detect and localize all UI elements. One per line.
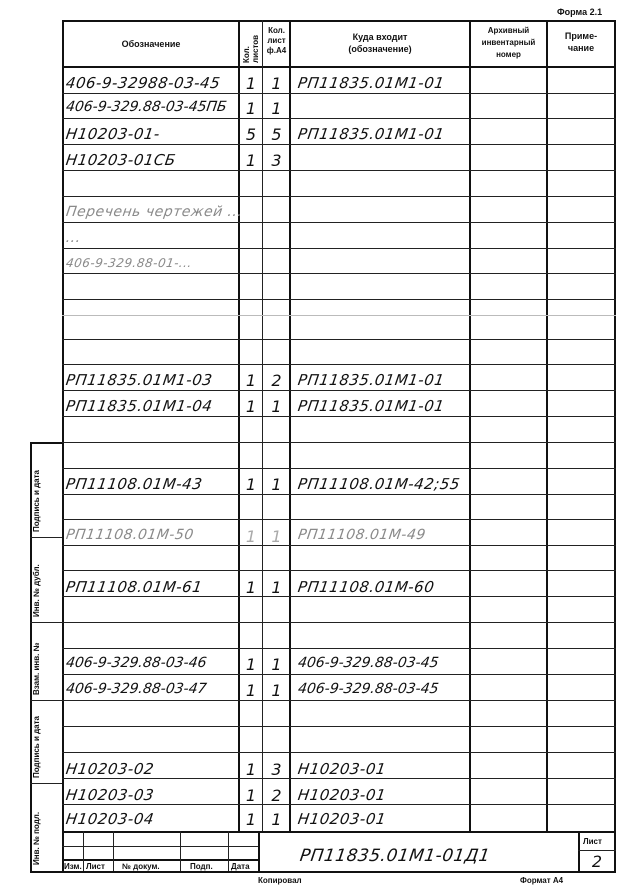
cell-count: 1 [245, 786, 257, 805]
cell-designation: Н10203-04 [64, 810, 156, 828]
cell-count: 1 [245, 527, 257, 546]
cell-designation: Н10203-02 [64, 760, 156, 778]
cell-where: РП11835.01М1-01 [296, 74, 446, 92]
col-sep-4 [469, 20, 471, 833]
cell-where: Н10203-01 [296, 786, 388, 804]
frame-top [62, 20, 616, 22]
cell-designation: 406-9-329.88-03-47 [64, 681, 208, 697]
cell-count: 1 [245, 74, 257, 93]
cell-where: 406-9-329.88-03-45 [296, 655, 440, 671]
col-sep-3 [289, 20, 291, 833]
header-note-2: чание [567, 43, 595, 53]
header-bottom [62, 66, 616, 68]
cell-count: 1 [245, 397, 257, 416]
form-label: Форма 2.1 [557, 7, 603, 17]
cell-where: РП11108.01М-42;55 [296, 475, 462, 493]
crossed-note-line: ... [64, 230, 82, 246]
cell-designation: Н10203-03 [64, 786, 156, 804]
cell-designation: РП11108.01М-50 [64, 527, 195, 543]
stamp-izm: Изм. [64, 862, 82, 871]
cell-a4: 1 [271, 527, 282, 546]
frame-bottom [30, 871, 616, 873]
col-sep-2 [262, 20, 263, 833]
frame-right [614, 20, 616, 873]
cell-designation: РП11108.01М-43 [64, 475, 204, 493]
footer-format: Формат А4 [520, 876, 564, 885]
stamp-list: Лист [86, 862, 105, 871]
cell-where: Н10203-01 [296, 760, 388, 778]
stamp-n-dokum: № докум. [122, 862, 160, 871]
cell-a4: 1 [271, 74, 282, 93]
side-label-vzam: Взам. инв. № [32, 642, 41, 695]
cell-where: Н10203-01 [296, 810, 388, 828]
cell-a4: 1 [271, 578, 282, 597]
cell-where: РП11108.01М-60 [296, 578, 436, 596]
cell-designation: РП11835.01М1-03 [64, 371, 214, 389]
cell-count: 1 [245, 760, 257, 779]
cell-designation: 406-9-329.88-03-45ПБ [64, 99, 228, 115]
crossed-note-line: Перечень чертежей ... [64, 204, 244, 220]
header-sheets-a4: Кол. лист ф.А4 [266, 26, 287, 55]
footer-copied: Копировал [258, 876, 302, 885]
cell-count: 1 [245, 371, 257, 390]
stamp-sheet-no: 2 [591, 852, 603, 871]
cell-a4: 5 [271, 125, 282, 144]
cell-where: РП11835.01М1-01 [296, 125, 446, 143]
stamp-data: Дата [231, 862, 250, 871]
header-note-1: Приме- [564, 31, 598, 41]
cell-designation: РП11835.01М1-04 [64, 397, 214, 415]
cell-a4: 1 [271, 810, 282, 829]
cell-a4: 2 [271, 786, 282, 805]
stamp-sheet-label: Лист [583, 837, 602, 846]
side-label-podpis-2: Подпись и дата [32, 716, 41, 778]
cell-a4: 2 [271, 371, 282, 390]
cell-a4: 1 [271, 681, 282, 700]
cell-designation: Н10203-01- [64, 125, 162, 143]
header-designation: Обозначение [121, 39, 181, 49]
header-archive-3: номер [496, 50, 521, 59]
header-archive-1: Архивный [487, 26, 530, 35]
col-sep-5 [546, 20, 548, 833]
cell-designation: 406-9-32988-03-45 [64, 74, 222, 92]
side-label-inv-podl: Инв. № подл. [32, 811, 41, 865]
cell-a4: 3 [271, 151, 282, 170]
cell-designation: РП11108.01М-61 [64, 578, 204, 596]
cell-a4: 1 [271, 475, 282, 494]
crossed-note-line: 406-9-329.88-01-... [65, 256, 194, 270]
cell-a4: 1 [271, 99, 282, 118]
header-where-1: Куда входит [352, 32, 408, 42]
cell-count: 1 [245, 475, 257, 494]
cell-count: 1 [245, 578, 257, 597]
stamp-podp: Подп. [190, 862, 213, 871]
cell-count: 1 [245, 655, 257, 674]
cell-count: 1 [245, 151, 257, 170]
cell-a4: 1 [271, 397, 282, 416]
side-label-podpis-1: Подпись и дата [32, 470, 41, 532]
header-where-2: (обозначение) [348, 44, 412, 54]
side-label-inv-dubl: Инв. № дубл. [32, 564, 41, 617]
cell-count: 5 [245, 125, 257, 144]
header-sheets-count: Кол. листов [242, 34, 260, 63]
cell-a4: 1 [271, 655, 282, 674]
cell-designation: Н10203-01СБ [64, 151, 178, 169]
frame-left [62, 20, 64, 871]
side-strip-top [30, 442, 62, 444]
cell-where: РП11835.01М1-01 [296, 371, 446, 389]
cell-count: 1 [245, 99, 257, 118]
cell-a4: 3 [271, 760, 282, 779]
header-archive-2: инвентарный [481, 38, 536, 47]
cell-designation: 406-9-329.88-03-46 [64, 655, 208, 671]
cell-where: 406-9-329.88-03-45 [296, 681, 440, 697]
stamp-doc-code: РП11835.01М1-01Д1 [298, 846, 492, 866]
cell-count: 1 [245, 810, 257, 829]
cell-where: РП11835.01М1-01 [296, 397, 446, 415]
cell-where: РП11108.01М-49 [296, 527, 427, 543]
cell-count: 1 [245, 681, 257, 700]
